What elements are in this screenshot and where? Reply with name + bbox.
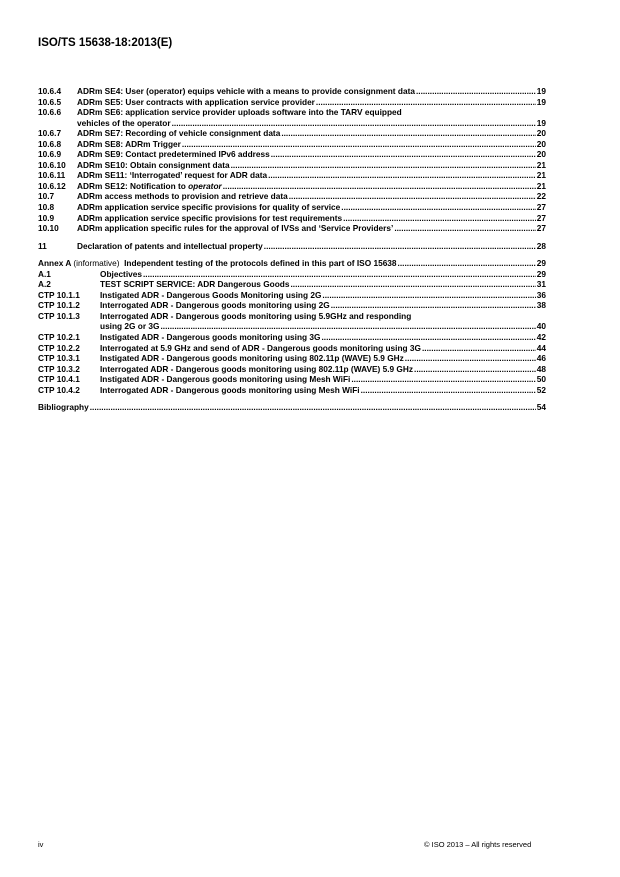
toc-entry-page: 40 [536,321,546,332]
toc-leader-dots [416,86,536,97]
toc-entry-continuation[interactable] [38,321,546,332]
toc-entry[interactable] [38,241,546,252]
toc-entry-page: 29 [536,268,546,279]
toc-entry[interactable] [38,181,546,192]
toc-entry-page: 42 [536,332,546,343]
toc-entry-title-text: ADRm application service specific provisions for test requirements [77,212,343,223]
toc-leader-dots [223,181,536,192]
toc-entry-number: CTP 10.2.2 [38,342,80,353]
toc-entry-title-text: ADRm application service specific provisions for quality of service [77,202,341,213]
toc-entry-title [77,86,415,97]
toc-entry-title-text: Interrogated ADR - Dangerous goods monitoring using Mesh WiFi [100,384,360,395]
toc-entry-title-text: ADRm SE4: User (operator) equips vehicle with a means to provide consignment data [77,86,415,96]
toc-entry-page: 50 [536,374,546,385]
toc-entry-title [77,223,393,234]
toc-leader-dots [322,290,535,301]
toc-entry-title [100,311,411,322]
toc-entry-number: 10.6.7 [38,128,62,139]
toc-entry-page: 29 [536,258,546,269]
toc-entry-title-text: ADRm application specific rules for the approval of IVSs and ‘Service Providers’ [77,223,394,234]
toc-entry-title [100,374,350,385]
toc-entry-page: 19 [536,86,546,96]
toc-leader-dots [341,202,535,213]
toc-entry-page: 21 [536,180,546,191]
toc-entry-title-text: Declaration of patents and intellectual property [77,240,263,251]
toc-leader-dots [343,213,536,224]
toc-entry[interactable] [38,269,546,280]
toc-entry[interactable] [38,128,546,139]
toc-entry-page: 27 [536,202,546,213]
toc-entry[interactable] [38,402,546,413]
toc-leader-dots [143,269,536,280]
toc-entry-title-text: Instigated ADR - Dangerous goods monitoring using 802.11p (WAVE) 5.9 GHz [100,353,404,364]
toc-leader-dots [231,160,536,171]
toc-leader-dots [331,300,536,311]
toc-entry-title-text: Interrogated ADR - Dangerous goods monitoring using 2G [100,300,330,311]
toc-entry[interactable] [38,279,546,290]
toc-entry[interactable] [38,213,546,224]
toc-entry-page: 48 [536,363,546,374]
toc-entry-title-text: ADRm SE12: Notification to [77,180,189,191]
toc-entry-title-text: ADRm SE9: Contact predetermined IPv6 address [77,149,270,160]
toc-entry[interactable] [38,374,546,385]
toc-entry-page: 46 [536,353,546,364]
toc-entry[interactable] [38,223,546,234]
toc-entry-title-text: ADRm SE10: Obtain consignment data [77,159,230,170]
toc-entry-page: 44 [536,342,546,353]
toc-entry-continuation[interactable] [38,118,546,129]
toc-entry-number: 10.7 [38,191,55,202]
toc-leader-dots [394,223,535,234]
toc-entry-page: 28 [536,240,546,251]
toc-entry-page: 52 [536,384,546,395]
toc-entry-page: 22 [536,191,546,202]
toc-entry-title-text: Instigated ADR - Dangerous Goods Monitoring using 2G [100,289,322,300]
toc-entry-title [100,279,289,290]
toc-entry[interactable] [38,364,546,375]
toc-entry-title [77,97,315,108]
toc-entry-number: CTP 10.3.1 [38,353,80,364]
toc-entry-title-text: Bibliography [38,402,89,413]
toc-entry-page: 54 [536,402,546,413]
toc-entry[interactable] [38,97,546,108]
toc-entry-number: 10.6.6 [38,107,62,118]
annex-type: (informative) [73,258,120,269]
toc-group-clause-11 [38,241,546,252]
toc-entry-page: 27 [536,212,546,223]
toc-entry[interactable] [38,149,546,160]
toc-entry-title [77,170,267,181]
toc-entry[interactable] [38,353,546,364]
toc-leader-dots [398,258,536,269]
toc-entry-title [124,258,396,269]
toc-entry-title [77,213,342,224]
toc-leader-dots [289,191,536,202]
toc-entry-page: 20 [536,128,546,139]
toc-entry[interactable] [38,343,546,354]
toc-entry-title [77,118,171,129]
toc-entry-number: CTP 10.4.2 [38,384,80,395]
toc-entry-title [100,290,321,301]
toc-leader-dots [321,332,535,343]
toc-entry-page: 21 [536,159,546,170]
toc-entry-title [77,181,222,192]
toc-leader-dots [172,118,536,129]
toc-leader-dots [361,385,536,396]
toc-entry-title [77,202,340,213]
toc-entry-title [77,149,270,160]
toc-leader-dots [90,402,536,413]
toc-leader-dots [271,149,536,160]
toc-entry-number: 10.9 [38,212,55,223]
toc-entry-title [77,160,230,171]
toc-entry-number: 10.6.9 [38,149,62,160]
toc-entry[interactable] [38,290,546,301]
toc-entry-title-emphasis: operator [188,180,222,191]
toc-entry[interactable] [38,300,546,311]
toc-entry-title [100,321,159,332]
toc-entry-number: A.1 [38,268,51,279]
annex-label: Annex A [38,258,72,269]
toc-leader-dots [351,374,535,385]
toc-leader-dots [281,128,535,139]
toc-group-clause-10 [38,86,546,234]
toc-entry-title [77,107,402,118]
toc-entry-number: CTP 10.4.1 [38,374,80,385]
toc-entry-page: 19 [536,117,546,128]
toc-entry-title [100,332,320,343]
toc-entry[interactable] [38,170,546,181]
toc-entry-number: A.2 [38,279,51,290]
toc-entry[interactable] [38,385,546,396]
toc-entry-page: 21 [536,170,546,181]
toc-entry[interactable] [38,332,546,343]
toc-entry[interactable] [38,160,546,171]
toc-entry-title [77,191,288,202]
toc-leader-dots [290,279,535,290]
toc-entry-title-text: Objectives [100,268,142,279]
toc-entry-number: 10.6.8 [38,138,62,149]
toc-entry-title-text: Instigated ADR - Dangerous goods monitoring using 3G [100,332,321,343]
toc-entry-title [100,269,142,280]
toc-entry-number: CTP 10.2.1 [38,332,80,343]
toc-entry-title [38,402,89,413]
toc-entry-number: 10.8 [38,202,55,213]
toc-leader-dots [422,343,536,354]
toc-entry-page: 20 [536,138,546,149]
toc-entry-title-text: TEST SCRIPT SERVICE: ADR Dangerous Goods [100,279,290,290]
toc-entry-title [100,343,421,354]
toc-entry[interactable] [38,258,546,269]
toc-entry-title-text: vehicles of the operator [77,117,171,128]
toc-leader-dots [316,97,536,108]
toc-entry-number: 10.10 [38,223,59,234]
toc-entry-title [100,353,404,364]
standard-header: ISO/TS 15638-18:2013(E) [38,37,173,49]
toc-entry-page: 36 [536,289,546,300]
page-number: iv [38,840,44,849]
toc-leader-dots [405,353,536,364]
toc-entry-number: CTP 10.1.3 [38,310,80,321]
table-of-contents [38,86,546,413]
toc-entry-number: 10.6.11 [38,170,66,181]
toc-entry-number: 10.6.10 [38,159,66,170]
toc-entry-title-text: Interrogated ADR - Dangerous goods monitoring using 802.11p (WAVE) 5.9 GHz [100,363,414,374]
toc-entry-title-text: using 2G or 3G [100,321,160,332]
toc-group-annex-a [38,258,546,395]
toc-entry-title-text: Independent testing of the protocols defined in this part of ISO 15638 [124,258,397,269]
toc-entry-number: CTP 10.1.2 [38,300,80,311]
toc-entry-number: 11 [38,240,47,251]
toc-leader-dots [160,321,535,332]
toc-entry-title-text: Interrogated ADR - Dangerous goods monitoring using 5.9GHz and responding [100,310,412,321]
toc-entry-title-text: ADRm SE11: ‘Interrogated’ request for ADR data [77,170,268,181]
toc-leader-dots [182,139,536,150]
toc-entry[interactable] [38,107,546,118]
toc-entry-title [100,385,360,396]
toc-entry-number: 10.6.5 [38,96,62,107]
toc-entry-number: CTP 10.1.1 [38,289,80,300]
toc-entry-title-text: ADRm SE7: Recording of vehicle consignment data [77,128,281,139]
toc-entry-title-text: Instigated ADR - Dangerous goods monitoring using Mesh WiFi [100,374,351,385]
toc-entry-page: 38 [536,300,546,311]
toc-entry-title [100,364,413,375]
toc-entry-page: 27 [536,223,546,234]
toc-entry-number [38,258,124,269]
toc-entry-number: 10.6.4 [38,86,62,96]
toc-entry-page: 19 [536,96,546,107]
toc-entry-title-text: ADRm SE8: ADRm Trigger [77,138,181,149]
toc-leader-dots [264,241,536,252]
toc-entry-number: CTP 10.3.2 [38,363,80,374]
toc-entry-title-text: ADRm SE5: User contracts with application service provider [77,96,315,107]
toc-entry[interactable] [38,191,546,202]
toc-entry[interactable] [38,202,546,213]
toc-entry-title-text: Interrogated at 5.9 GHz and send of ADR - Dangerous goods monitoring using 3G [100,342,421,353]
toc-leader-dots [414,364,536,375]
toc-group-bibliography [38,402,546,413]
toc-entry-title [100,300,330,311]
toc-entry-number: 10.6.12 [38,180,66,191]
toc-entry-title-text: ADRm SE6: application service provider uploads software into the TARV equipped [77,107,402,118]
toc-entry[interactable] [38,86,546,97]
toc-entry[interactable] [38,311,546,322]
toc-entry-title-text: ADRm access methods to provision and retrieve data [77,191,288,202]
toc-entry-title [77,241,263,252]
toc-entry-page: 31 [536,279,546,290]
copyright-notice: © ISO 2013 – All rights reserved [424,840,532,849]
toc-entry-page: 20 [536,149,546,160]
toc-leader-dots [268,170,536,181]
toc-entry[interactable] [38,139,546,150]
toc-entry-title [77,139,181,150]
toc-entry-title [77,128,280,139]
